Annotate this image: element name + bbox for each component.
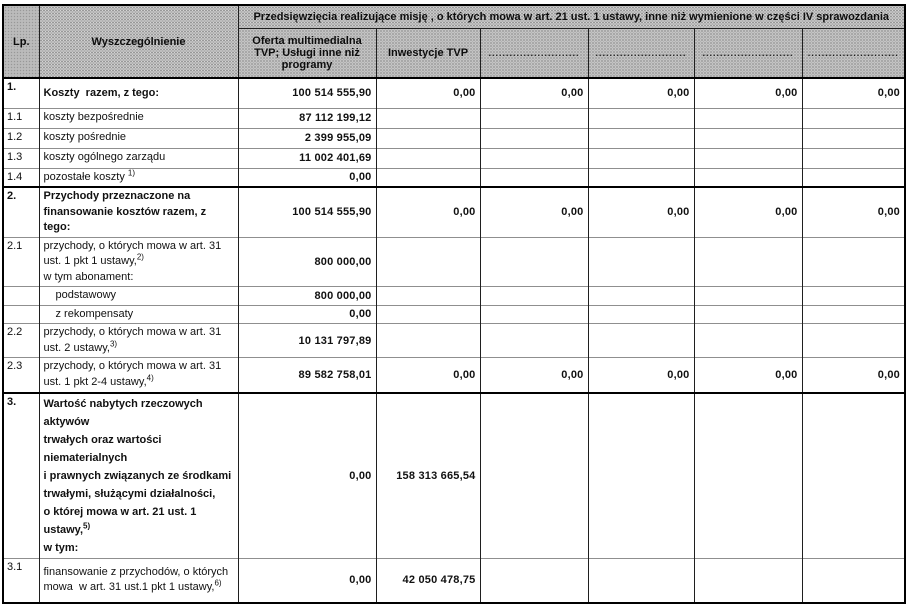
col-header-wyszczegolnienie: Wyszczególnienie: [39, 5, 238, 78]
value-cell: [694, 148, 802, 168]
col-header-oferta-multimedialna: Oferta multimedialna TVP; Usługi inne niż programy: [238, 29, 376, 79]
row-lp: 2.: [3, 187, 39, 237]
row-label-line: z rekompensaty: [55, 307, 134, 320]
row-label-line: Koszty razem, z tego:: [43, 86, 160, 99]
value-cell: [376, 108, 480, 128]
value-cell: 0,00: [588, 358, 694, 393]
value-cell: 0,00: [238, 168, 376, 187]
row-lp: 1.2: [3, 128, 39, 148]
row-label-line: i prawnych związanych ze środkami: [43, 469, 232, 482]
value-cell: [480, 393, 588, 559]
row-label-line: ust. 1 pkt 1 ustawy,$^{2)}$: [43, 252, 144, 267]
value-cell: [802, 558, 905, 603]
value-cell: [588, 148, 694, 168]
row-label: [39, 168, 238, 187]
value-cell: [376, 128, 480, 148]
table-row: [3, 287, 905, 306]
row-label: [39, 108, 238, 128]
footnote-marker: 1): [127, 168, 135, 177]
value-cell: 10 131 797,89: [238, 324, 376, 358]
row-label-line: koszty bezpośrednie: [43, 111, 144, 124]
value-cell: [802, 393, 905, 559]
value-cell: [588, 393, 694, 559]
table-row: [3, 128, 905, 148]
value-cell: [694, 168, 802, 187]
value-cell: 0,00: [802, 187, 905, 237]
value-cell: 0,00: [238, 558, 376, 603]
row-label-line: mowa w art. 31 ust.1 pkt 1 ustawy,$^{6)}$: [43, 578, 222, 594]
row-label: [39, 148, 238, 168]
row-label-line: finansowanie kosztów razem, z tego:: [43, 205, 210, 233]
value-cell: [588, 128, 694, 148]
row-label: [39, 393, 238, 559]
value-cell: [588, 108, 694, 128]
row-lp: 2.1: [3, 237, 39, 287]
value-cell: [694, 324, 802, 358]
col-header-inwestycje-tvp: Inwestycje TVP: [376, 29, 480, 79]
table-row: [3, 324, 905, 358]
row-label: [39, 78, 238, 108]
value-cell: 87 112 199,12: [238, 108, 376, 128]
row-label-line: przychody, o których mowa w art. 31: [43, 239, 222, 252]
value-cell: [376, 305, 480, 324]
value-cell: [480, 168, 588, 187]
value-cell: [802, 148, 905, 168]
value-cell: 0,00: [376, 358, 480, 393]
row-label-line: ust. 2 ustawy,$^{3)}$: [43, 338, 118, 354]
value-cell: [480, 305, 588, 324]
header-group-title: Przedsięwzięcia realizujące misję , o których mowa w art. 21 ust. 1 ustawy, inne niż wymienione w części IV sprawozdania: [238, 5, 905, 29]
row-label: [39, 237, 238, 287]
value-cell: [588, 324, 694, 358]
row-lp: 1.: [3, 78, 39, 108]
row-label: [39, 324, 238, 358]
value-cell: 0,00: [480, 358, 588, 393]
col-header-dotted-1: ..........................: [480, 29, 588, 79]
table-row: [3, 168, 905, 187]
report-table: [2, 4, 906, 604]
value-cell: 89 582 758,01: [238, 358, 376, 393]
value-cell: [802, 305, 905, 324]
value-cell: [376, 148, 480, 168]
value-cell: [376, 287, 480, 306]
footnote-marker: 6): [214, 578, 222, 588]
value-cell: 0,00: [480, 187, 588, 237]
row-label-line: koszty ogólnego zarządu: [43, 151, 166, 164]
value-cell: 0,00: [480, 78, 588, 108]
value-cell: [588, 168, 694, 187]
value-cell: [802, 168, 905, 187]
value-cell: 800 000,00: [238, 237, 376, 287]
value-cell: [694, 128, 802, 148]
value-cell: [376, 237, 480, 287]
table-row: [3, 148, 905, 168]
value-cell: 0,00: [376, 78, 480, 108]
row-lp: 1.1: [3, 108, 39, 128]
value-cell: [480, 128, 588, 148]
value-cell: [588, 305, 694, 324]
value-cell: [694, 287, 802, 306]
value-cell: [802, 287, 905, 306]
footnote-marker: 3): [109, 338, 118, 348]
value-cell: [694, 558, 802, 603]
row-label-line: pozostałe koszty $^{1)}$: [43, 168, 135, 183]
value-cell: [588, 237, 694, 287]
col-header-dotted-3: ..........................: [694, 29, 802, 79]
header-group-row: [3, 5, 905, 29]
row-label-line: o której mowa w art. 21 ust. 1 ustawy,$^{5)}$: [43, 505, 200, 536]
table-row: [3, 108, 905, 128]
value-cell: [802, 128, 905, 148]
value-cell: 0,00: [802, 78, 905, 108]
value-cell: 0,00: [694, 187, 802, 237]
row-lp: 1.4: [3, 168, 39, 187]
row-label-line: trwałych oraz wartości niematerialnych: [43, 433, 165, 464]
value-cell: [694, 237, 802, 287]
table-body: [3, 78, 905, 603]
row-label-line: Przychody przeznaczone na: [43, 190, 191, 202]
footnote-marker: 4): [146, 373, 154, 383]
col-header-dotted-2: ..........................: [588, 29, 694, 79]
table-row: [3, 305, 905, 324]
value-cell: [376, 168, 480, 187]
value-cell: 0,00: [588, 187, 694, 237]
value-cell: 2 399 955,09: [238, 128, 376, 148]
row-label-line: w tym abonament:: [43, 270, 134, 283]
value-cell: 0,00: [694, 78, 802, 108]
value-cell: 0,00: [376, 187, 480, 237]
table-row: [3, 187, 905, 237]
row-lp: [3, 305, 39, 324]
row-label: [39, 187, 238, 237]
row-lp: 1.3: [3, 148, 39, 168]
footnote-marker: 2): [136, 252, 144, 262]
row-label: [39, 558, 238, 603]
value-cell: [480, 324, 588, 358]
value-cell: [802, 324, 905, 358]
row-lp: 3.1: [3, 558, 39, 603]
value-cell: [480, 558, 588, 603]
value-cell: [376, 324, 480, 358]
table-row: [3, 78, 905, 108]
col-header-dotted-4: ..........................: [802, 29, 905, 79]
value-cell: [588, 287, 694, 306]
value-cell: [480, 237, 588, 287]
value-cell: [480, 148, 588, 168]
row-label-line: Wartość nabytych rzeczowych aktywów: [43, 397, 206, 428]
row-label: [39, 287, 238, 306]
value-cell: [802, 108, 905, 128]
value-cell: [588, 558, 694, 603]
table-row: [3, 393, 905, 559]
row-lp: [3, 287, 39, 306]
row-label: [39, 128, 238, 148]
col-header-lp: Lp.: [3, 5, 39, 78]
value-cell: 0,00: [802, 358, 905, 393]
value-cell: 0,00: [238, 305, 376, 324]
value-cell: 0,00: [694, 358, 802, 393]
row-label-line: przychody, o których mowa w art. 31: [43, 360, 222, 373]
row-label: [39, 305, 238, 324]
table-row: [3, 237, 905, 287]
row-label-line: finansowanie z przychodów, o których: [43, 565, 229, 578]
footnote-marker: 5): [83, 520, 91, 530]
table-row: [3, 558, 905, 603]
value-cell: 800 000,00: [238, 287, 376, 306]
row-label-line: koszty pośrednie: [43, 131, 127, 144]
value-cell: 0,00: [588, 78, 694, 108]
row-label-line: podstawowy: [55, 289, 117, 301]
value-cell: 100 514 555,90: [238, 78, 376, 108]
row-label-line: w tym:: [43, 541, 79, 554]
row-lp: 3.: [3, 393, 39, 559]
value-cell: [802, 237, 905, 287]
value-cell: 0,00: [238, 393, 376, 559]
row-label-line: przychody, o których mowa w art. 31: [43, 326, 222, 338]
value-cell: 42 050 478,75: [376, 558, 480, 603]
row-lp: 2.3: [3, 358, 39, 393]
value-cell: 100 514 555,90: [238, 187, 376, 237]
value-cell: [694, 305, 802, 324]
value-cell: [480, 287, 588, 306]
value-cell: [694, 108, 802, 128]
row-label-line: trwałymi, służącymi działalności,: [43, 487, 216, 500]
row-lp: 2.2: [3, 324, 39, 358]
value-cell: 158 313 665,54: [376, 393, 480, 559]
value-cell: 11 002 401,69: [238, 148, 376, 168]
table-row: [3, 358, 905, 393]
row-label-line: ust. 1 pkt 2-4 ustawy,$^{4)}$: [43, 373, 154, 388]
value-cell: [480, 108, 588, 128]
row-label: [39, 358, 238, 393]
value-cell: [694, 393, 802, 559]
